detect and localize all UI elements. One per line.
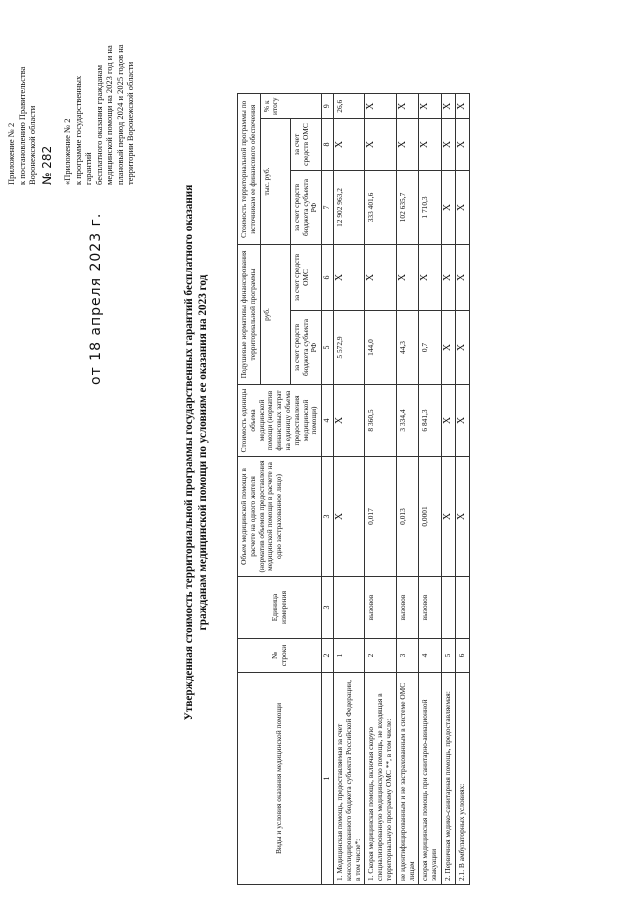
row-volume: X	[455, 457, 469, 577]
norm-oms: за счет средств ОМС	[290, 245, 321, 311]
annex-line: медицинской помощи на 2023 год и на	[104, 45, 114, 185]
cost-oms: за счет средств ОМС	[290, 119, 321, 171]
approval-line: к постановлению Правительства	[16, 66, 27, 185]
decree-number: № 282	[40, 145, 54, 185]
table-row	[365, 94, 396, 885]
annex-line: гарантий	[83, 152, 93, 185]
row-percent: X	[419, 94, 442, 119]
row-unit-cost: X	[455, 385, 469, 457]
row-unit: вызовов	[365, 577, 396, 639]
row-sum-budget: X	[441, 171, 455, 245]
col-number: 2	[322, 639, 334, 673]
row-percent: X	[396, 94, 419, 119]
title-line: гражданам медицинской помощи по условиям ее оказания на 2023 год	[197, 274, 209, 631]
row-percent: X	[365, 94, 396, 119]
row-unit	[441, 577, 455, 639]
table-row	[441, 94, 455, 885]
cost-budget: за счет средств бюджета субъекта РФ	[290, 171, 321, 245]
row-volume: 0,017	[365, 457, 396, 577]
approval-block	[6, 5, 38, 185]
row-name: 1. Медицинская помощь, предоставляемая за счет консолидированного бюджета субъекта Российской Федерации, в том числе*:	[333, 673, 364, 885]
annex-line: «Приложение № 2	[62, 118, 72, 185]
row-norm-oms: X	[455, 245, 469, 311]
col-number: 1	[322, 673, 334, 885]
row-name: 1. Скорая медицинская помощь, включая скорую специализированную медицинскую помощь, не входящая в территориальную программу ОМС **, в том числе:	[365, 673, 396, 885]
header-kinds: Виды и условия оказания медицинской помощи	[238, 673, 322, 885]
unit-rub: руб.	[260, 245, 290, 385]
row-name: 2. Первичная медико-санитарная помощь, предоставляемая:	[441, 673, 455, 885]
row-unit-cost: 6 841,3	[419, 385, 442, 457]
row-no: 6	[455, 639, 469, 673]
col-number: 7	[322, 171, 334, 245]
row-percent: X	[455, 94, 469, 119]
annex-line: к программе государственных	[72, 75, 83, 185]
row-sum-oms: X	[396, 119, 419, 171]
row-name: скорая медицинская помощь при санитарно-авиационной эвакуации	[419, 673, 442, 885]
cost-table	[237, 94, 470, 886]
title-line: Утвержденная стоимость территориальной программы государственных гарантий бесплатного оказания	[183, 184, 195, 721]
table-row	[419, 94, 442, 885]
row-unit	[455, 577, 469, 639]
row-unit-cost: X	[333, 385, 364, 457]
header-program-cost: Стоимость территориальной программы по источникам ее финансового обеспечения	[238, 94, 261, 245]
row-norm-oms: X	[396, 245, 419, 311]
header-norms: Подушевые нормативы финансирования территориальной программы	[238, 245, 261, 385]
row-unit-cost: 8 360,5	[365, 385, 396, 457]
decree-date: от 18 апреля 2023 г.	[88, 212, 104, 385]
row-sum-oms: X	[441, 119, 455, 171]
header-unit-cost: Стоимость единицы объема медицинской помощи (норматив финансовых затрат на единицу объема предоставления медицинской помощи)	[238, 385, 322, 457]
col-number: 6	[322, 245, 334, 311]
col-number: 8	[322, 119, 334, 171]
row-volume: 0,013	[396, 457, 419, 577]
row-unit-cost: X	[441, 385, 455, 457]
row-no: 5	[441, 639, 455, 673]
row-no: 3	[396, 639, 419, 673]
col-number: 4	[322, 385, 334, 457]
header-volume: Объем медицинской помощи в расчете на одного жителя (норматив объемов предоставления медицинской помощи в расчете на одно застрахованное лицо)	[238, 457, 322, 577]
row-unit-cost: 3 334,4	[396, 385, 419, 457]
col-number: 5	[322, 311, 334, 385]
annex-line: бесплатного оказания гражданам	[93, 65, 104, 185]
header-percent: % к итогу	[260, 94, 322, 119]
row-unit: вызовов	[396, 577, 419, 639]
row-norm-budget: 44,3	[396, 311, 419, 385]
row-no: 2	[365, 639, 396, 673]
row-sum-budget: 333 401,6	[365, 171, 396, 245]
annex-line: территории Воронежской области	[125, 61, 135, 185]
annex-block	[62, 0, 136, 185]
row-norm-oms: X	[365, 245, 396, 311]
col-number: 3	[322, 457, 334, 577]
row-name: не идентифицированным и не застрахованным в системе ОМС лицам	[396, 673, 419, 885]
row-norm-budget: X	[455, 311, 469, 385]
col-number: 9	[322, 94, 334, 119]
unit-thous-rub: тыс. руб.	[260, 119, 290, 245]
row-no: 4	[419, 639, 442, 673]
row-percent: X	[441, 94, 455, 119]
row-norm-budget: 5 572,9	[333, 311, 364, 385]
row-norm-oms: X	[333, 245, 364, 311]
row-name: 2.1. В амбулаторных условиях:	[455, 673, 469, 885]
row-volume: X	[441, 457, 455, 577]
table-row	[333, 94, 364, 885]
row-sum-budget: X	[455, 171, 469, 245]
approval-line: Приложение № 2	[6, 122, 16, 185]
row-volume: 0,0001	[419, 457, 442, 577]
header-row	[238, 94, 261, 885]
row-sum-budget: 12 902 963,2	[333, 171, 364, 245]
row-percent: 26,6	[333, 94, 364, 119]
row-unit	[333, 577, 364, 639]
row-norm-budget: X	[441, 311, 455, 385]
row-sum-oms: X	[455, 119, 469, 171]
header-unit: Единица измерения	[238, 577, 322, 639]
row-no: 1	[333, 639, 364, 673]
row-sum-oms: X	[333, 119, 364, 171]
row-volume: X	[333, 457, 364, 577]
row-sum-oms: X	[365, 119, 396, 171]
row-norm-budget: 144,0	[365, 311, 396, 385]
row-sum-oms: X	[419, 119, 442, 171]
table-row	[455, 94, 469, 885]
row-norm-oms: X	[419, 245, 442, 311]
row-sum-budget: 102 635,7	[396, 171, 419, 245]
document-title	[182, 0, 210, 905]
header-row-no: № строки	[238, 639, 322, 673]
norm-budget: за счет средств бюджета субъекта РФ	[290, 311, 321, 385]
row-unit: вызовов	[419, 577, 442, 639]
row-sum-budget: 1 710,3	[419, 171, 442, 245]
col-number: 3	[322, 577, 334, 639]
row-norm-oms: X	[441, 245, 455, 311]
approval-line: Воронежской области	[27, 105, 37, 185]
row-norm-budget: 0,7	[419, 311, 442, 385]
table-row	[396, 94, 419, 885]
annex-line: плановый период 2024 и 2025 годов на	[114, 44, 125, 185]
column-numbers-row	[322, 94, 334, 885]
